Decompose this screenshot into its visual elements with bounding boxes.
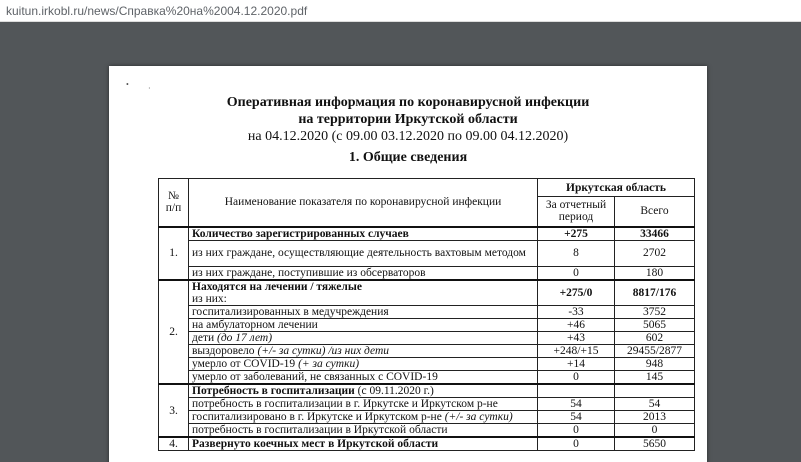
row-name-main: умерло от COVID-19 xyxy=(192,358,296,370)
table-row xyxy=(159,240,695,266)
table-row xyxy=(159,371,695,385)
row-name: потребность в госпитализации в Иркутской области xyxy=(189,424,538,438)
row-name-main: выздоровело xyxy=(192,345,255,357)
row-name-main: Находятся на лечении / тяжелые xyxy=(192,280,362,293)
url-text[interactable]: kuitun.irkobl.ru/news/Справка%20на%2004.12.2020.pdf xyxy=(6,4,308,18)
row-name xyxy=(189,384,538,398)
row-note: (до 17 лет) xyxy=(217,332,273,344)
row-period: 0 xyxy=(538,437,615,451)
row-period: 0 xyxy=(538,424,615,438)
table-row xyxy=(159,266,695,280)
row-total: 33466 xyxy=(615,227,695,241)
row-total: 8817/176 xyxy=(615,280,695,306)
row-total: 948 xyxy=(615,358,695,371)
row-period: +275/0 xyxy=(538,280,615,306)
row-note: (с 09.11.2020 г.) xyxy=(357,385,434,397)
table-row xyxy=(159,345,695,358)
row-total: 3752 xyxy=(615,306,695,319)
row-total: 2013 xyxy=(615,411,695,424)
group-num: 1. xyxy=(159,227,189,280)
row-total xyxy=(615,384,695,398)
row-name-main: госпитализировано в г. Иркутске и Иркутском р-не xyxy=(192,411,442,423)
row-total: 145 xyxy=(615,371,695,385)
header-name: Наименование показателя по коронавирусной инфекции xyxy=(189,179,538,227)
table-row xyxy=(159,306,695,319)
row-total: 5650 xyxy=(615,437,695,451)
row-period: +275 xyxy=(538,227,615,241)
row-total: 5065 xyxy=(615,319,695,332)
row-note: (+/- за сутки) xyxy=(257,345,326,357)
table-row xyxy=(159,424,695,438)
header-region: Иркутская область xyxy=(538,179,695,197)
row-period: 54 xyxy=(538,398,615,411)
document-header xyxy=(109,94,707,145)
scan-speck: · xyxy=(148,84,151,93)
row-total: 602 xyxy=(615,332,695,345)
row-period: 0 xyxy=(538,371,615,385)
row-period: +14 xyxy=(538,358,615,371)
table-row xyxy=(159,437,695,451)
header-total: Всего xyxy=(615,197,695,227)
row-total: 180 xyxy=(615,266,695,280)
row-period xyxy=(538,384,615,398)
row-name xyxy=(189,280,538,306)
table-row xyxy=(159,227,695,241)
row-name: из них граждане, осуществляющие деятельность вахтовым методом xyxy=(189,240,538,266)
row-name: Количество зарегистрированных случаев xyxy=(189,227,538,241)
row-name: госпитализированных в медучреждения xyxy=(189,306,538,319)
row-period: +248/+15 xyxy=(538,345,615,358)
row-name-tail: /из них дети xyxy=(328,345,390,357)
doc-title-line2: на территории Иркутской области xyxy=(298,112,518,127)
row-name: из них граждане, поступившие из обсерваторов xyxy=(189,266,538,280)
table-header-row xyxy=(159,179,695,197)
section-title: 1. Общие сведения xyxy=(348,150,468,165)
group-num: 4. xyxy=(159,437,189,451)
row-name xyxy=(189,358,538,371)
row-name xyxy=(189,332,538,345)
address-bar[interactable] xyxy=(0,0,801,22)
row-name-main: Потребность в госпитализации xyxy=(192,385,355,397)
table-row xyxy=(159,358,695,371)
table-row xyxy=(159,332,695,345)
group-num: 2. xyxy=(159,280,189,385)
row-note: (+/- за сутки) xyxy=(444,411,513,423)
row-period: 54 xyxy=(538,411,615,424)
stats-table xyxy=(158,178,695,451)
row-name xyxy=(189,345,538,358)
table-row xyxy=(159,411,695,424)
doc-subtitle: на 04.12.2020 (с 09.00 03.12.2020 по 09.00 04.12.2020) xyxy=(247,129,569,144)
row-name: Развернуто коечных мест в Иркутской области xyxy=(189,437,538,451)
pdf-viewer xyxy=(0,22,801,462)
header-num: № п/п xyxy=(159,179,189,227)
doc-title-line1: Оперативная информация по коронавирусной инфекции xyxy=(226,95,590,110)
table-row xyxy=(159,398,695,411)
row-period: +46 xyxy=(538,319,615,332)
row-total: 54 xyxy=(615,398,695,411)
row-period: -33 xyxy=(538,306,615,319)
row-name: на амбулаторном лечении xyxy=(189,319,538,332)
row-note: (+ за сутки) xyxy=(298,358,360,370)
row-name xyxy=(189,411,538,424)
row-total: 0 xyxy=(615,424,695,438)
pdf-page xyxy=(109,66,707,462)
group-num: 3. xyxy=(159,384,189,437)
row-name: потребность в госпитализации в г. Иркутске и Иркутском р-не xyxy=(189,398,538,411)
row-period: 0 xyxy=(538,266,615,280)
table-row xyxy=(159,319,695,332)
row-name: умерло от заболеваний, не связанных с COVID-19 xyxy=(189,371,538,385)
header-period: За отчетный период xyxy=(538,197,615,227)
row-name-main: дети xyxy=(192,332,215,344)
row-total: 2702 xyxy=(615,240,695,266)
row-period: 8 xyxy=(538,240,615,266)
row-total: 29455/2877 xyxy=(615,345,695,358)
row-name-sub: из них: xyxy=(192,292,227,305)
scan-speck: • xyxy=(126,80,129,89)
table-row xyxy=(159,280,695,306)
table-row xyxy=(159,384,695,398)
row-period: +43 xyxy=(538,332,615,345)
